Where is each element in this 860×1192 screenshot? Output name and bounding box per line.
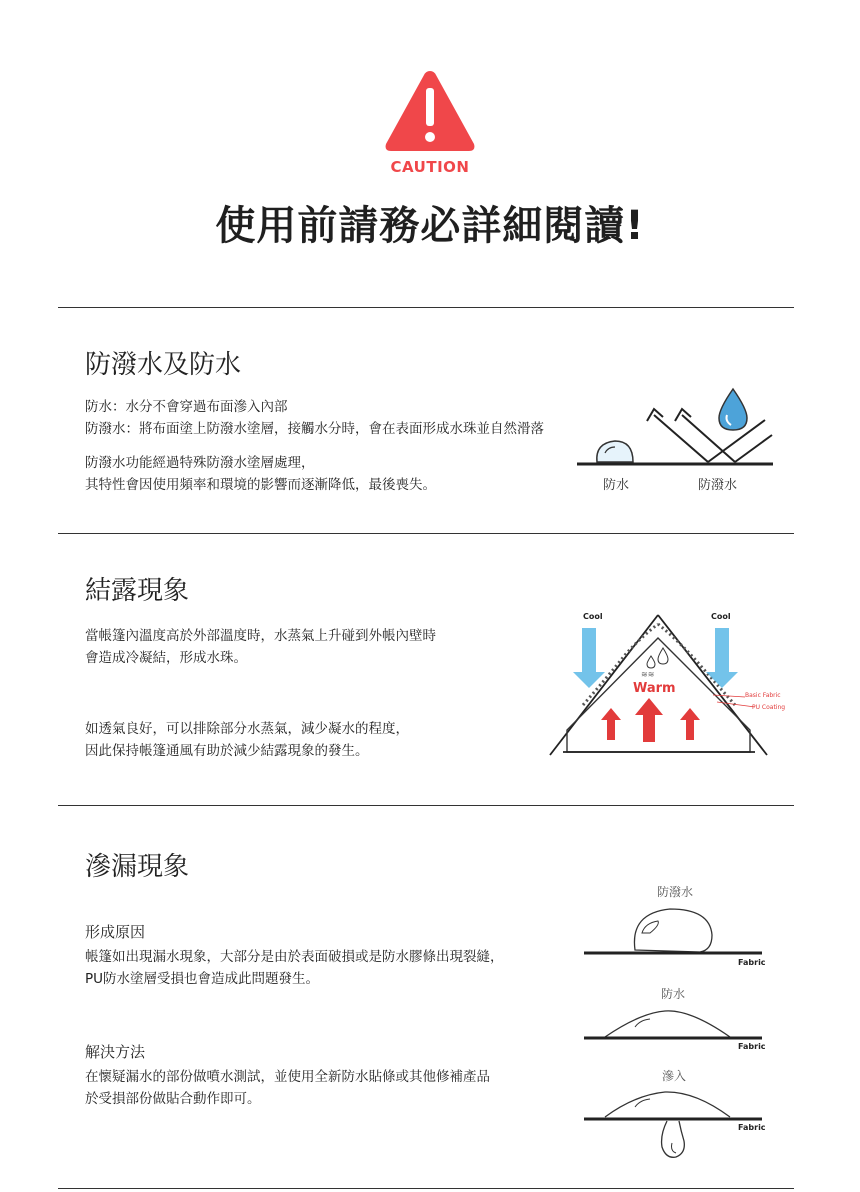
section-divider bbox=[58, 1188, 794, 1189]
label-warm: Warm bbox=[633, 681, 676, 696]
label-seep: 滲入 bbox=[662, 1069, 687, 1083]
condensation-line-1: 當帳篷內溫度高於外部溫度時，水蒸氣上升碰到外帳內壁時 bbox=[85, 628, 436, 644]
water-line-3: 防潑水功能經過特殊防潑水塗層處理， bbox=[85, 455, 315, 471]
label-cool-left: Cool bbox=[583, 612, 603, 621]
water-drop-icon bbox=[658, 648, 668, 664]
section-title-condensation: 結露現象 bbox=[85, 576, 190, 606]
section-title-leak: 滲漏現象 bbox=[85, 852, 190, 882]
label-basic-fabric: Basic Fabric bbox=[745, 692, 781, 699]
warm-arrow-icon bbox=[601, 708, 621, 740]
condensation-line-3: 如透氣良好，可以排除部分水蒸氣，減少凝水的程度， bbox=[85, 721, 409, 737]
water-line-1: 防水：水分不會穿過布面滲入內部 bbox=[85, 399, 288, 415]
section-divider bbox=[58, 805, 794, 806]
water-drop-icon bbox=[719, 389, 747, 430]
solution-line-1: 在懷疑漏水的部份做噴水測試，並使用全新防水貼條或其他修補產品 bbox=[85, 1069, 490, 1085]
label-fabric-1: Fabric bbox=[738, 958, 766, 967]
label-cool-right: Cool bbox=[711, 612, 731, 621]
water-line-2: 防潑水：將布面塗上防潑水塗層，接觸水分時，會在表面形成水珠並自然滑落 bbox=[85, 421, 544, 437]
label-repellent: 防潑水 bbox=[657, 885, 694, 899]
label-waterproof: 防水 bbox=[603, 478, 630, 493]
section-divider bbox=[58, 307, 794, 308]
condensation-line-4: 因此保持帳篷通風有助於減少結露現象的發生。 bbox=[85, 743, 369, 759]
solution-heading: 解決方法 bbox=[85, 1043, 146, 1061]
label-water-repellent: 防潑水 bbox=[698, 478, 738, 493]
warm-arrow-icon bbox=[680, 708, 700, 740]
page-title: 使用前請務必詳細閱讀! bbox=[215, 203, 645, 249]
water-bead-icon bbox=[634, 909, 712, 952]
water-drop-icon bbox=[662, 1121, 685, 1157]
warm-arrow-icon bbox=[635, 698, 663, 742]
label-fabric-3: Fabric bbox=[738, 1123, 766, 1132]
section-divider bbox=[58, 533, 794, 534]
caution-label: CAUTION bbox=[390, 158, 470, 176]
label-waterproof-2: 防水 bbox=[661, 987, 686, 1001]
cause-line-1: 帳篷如出現漏水現象，大部分是由於表面破損或是防水膠條出現裂縫， bbox=[85, 949, 504, 965]
water-bead-icon bbox=[597, 441, 633, 462]
svg-text:≋≋: ≋≋ bbox=[641, 670, 655, 679]
cool-arrow-icon bbox=[573, 628, 605, 688]
label-pu-coating: PU Coating bbox=[752, 704, 786, 711]
section-title-water: 防潑水及防水 bbox=[85, 350, 242, 380]
water-line-4: 其特性會因使用頻率和環境的影響而逐漸降低，最後喪失。 bbox=[85, 477, 436, 493]
cause-heading: 形成原因 bbox=[85, 923, 146, 941]
water-repellent-diagram bbox=[575, 385, 775, 470]
condensation-line-2: 會造成冷凝結，形成水珠。 bbox=[85, 650, 247, 666]
cause-line-2: PU防水塗層受損也會造成此問題發生。 bbox=[85, 971, 320, 987]
caution-warning-icon bbox=[383, 68, 477, 154]
label-fabric-2: Fabric bbox=[738, 1042, 766, 1051]
solution-line-2: 於受損部份做貼合動作即可。 bbox=[85, 1091, 261, 1107]
